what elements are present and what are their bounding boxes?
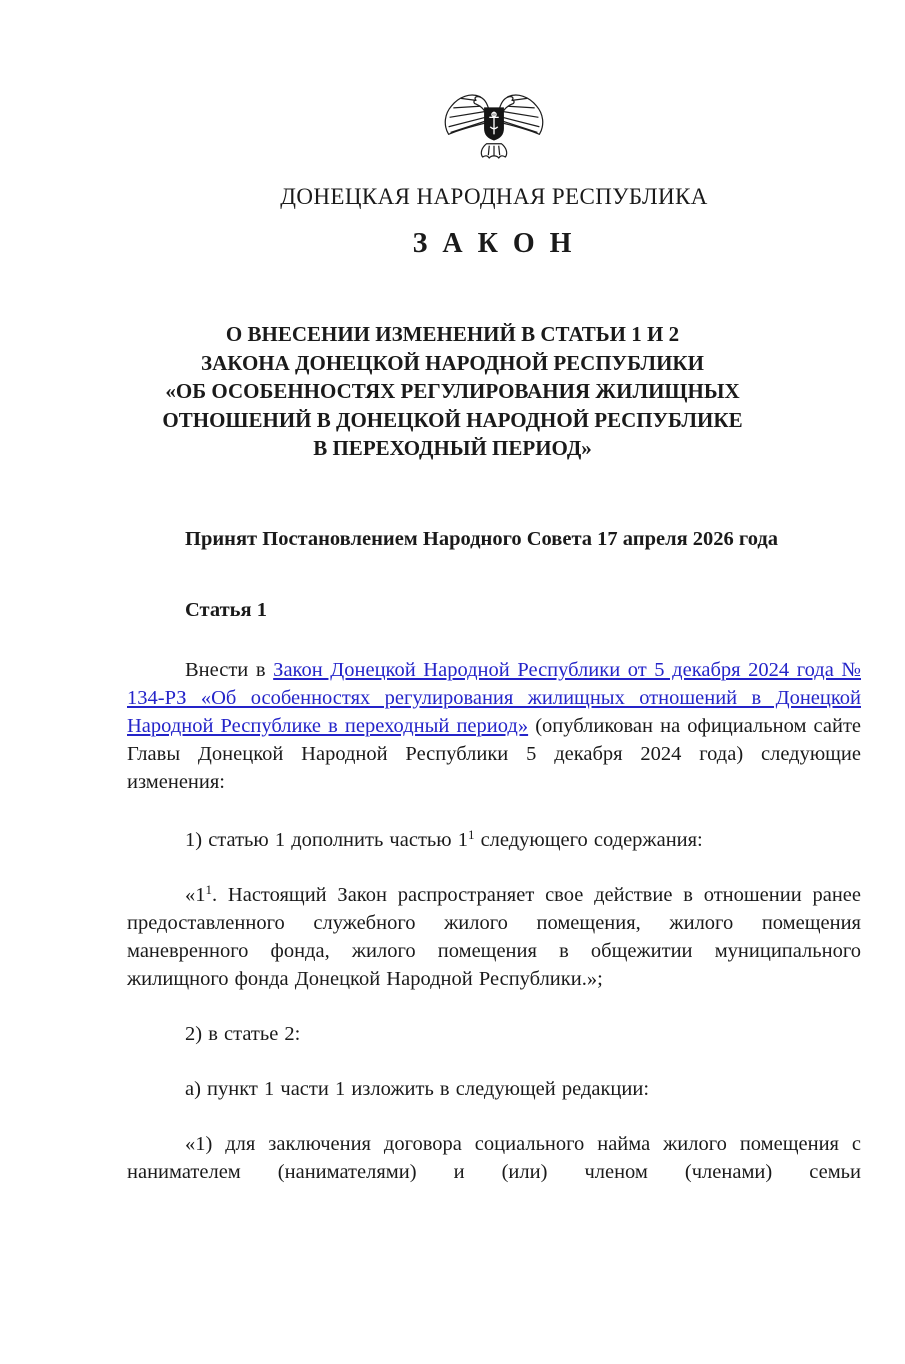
quote-1-pre: «1 [185, 883, 206, 906]
law-134-rz-link[interactable]: Закон Донецкой Народной Республики от 5 декабря 2024 года № 134-РЗ «Об особенностях регулирования жилищных отношений в Донецкой Народной Республике в переходный период» [127, 658, 861, 737]
title-line: В ПЕРЕХОДНЫЙ ПЕРИОД» [313, 436, 592, 460]
title-line: ОТНОШЕНИЙ В ДОНЕЦКОЙ НАРОДНОЙ РЕСПУБЛИКЕ [162, 407, 743, 432]
document-page [127, 84, 861, 262]
article-1-heading: Статья 1 [185, 598, 267, 621]
paragraph-quoted-point-1: «1) для заключения договора социального найма жилого помещения с нанимателем (нанимателями) и (или) членом (членами) семьи [127, 1132, 861, 1183]
state-name-heading: ДОНЕЦКАЯ НАРОДНАЯ РЕСПУБЛИКА [280, 184, 708, 209]
dnr-coat-of-arms-icon [442, 84, 546, 162]
paragraph-item-2a: а) пункт 1 части 1 изложить в следующей редакции: [185, 1077, 650, 1100]
document-title [0, 320, 905, 463]
item-1-text-post: следующего содержания: [474, 828, 703, 851]
document-type-heading: З А К О Н [412, 228, 576, 259]
paragraph-amendments-intro [127, 656, 861, 796]
title-line: ЗАКОНА ДОНЕЦКОЙ НАРОДНОЙ РЕСПУБЛИКИ [201, 350, 704, 375]
title-line: О ВНЕСЕНИИ ИЗМЕНЕНИЙ В СТАТЬИ 1 И 2 [225, 322, 680, 346]
emblem-row [127, 84, 861, 162]
title-line: «ОБ ОСОБЕННОСТЯХ РЕГУЛИРОВАНИЯ ЖИЛИЩНЫХ [165, 379, 740, 403]
item-1-text: 1) статью 1 дополнить частью 1 [185, 828, 468, 851]
document-body [127, 525, 861, 1186]
quote-1-post: . Настоящий Закон распространяет свое действие в отношении ранее предоставленного служебного жилого помещения, жилого помещения маневренного фонда, жилого помещения в общежитии муниципального жилищного фонда Донецкой Народной Республики.»; [127, 883, 861, 990]
superscript-1: 1 [205, 881, 212, 897]
intro-text-pre: Внести в [185, 658, 274, 681]
paragraph-item-1 [127, 826, 861, 854]
superscript-1: 1 [467, 826, 475, 842]
paragraph-quoted-part-1-1 [127, 881, 861, 993]
intro-text-post: (опубликован на официальном сайте Главы Донецкой Народной Республики 5 декабря 2024 года) следующие изменения: [127, 714, 862, 793]
paragraph-item-2: 2) в статье 2: [185, 1022, 301, 1045]
adoption-line: Принят Постановлением Народного Совета 17 апреля 2026 года [185, 527, 778, 550]
